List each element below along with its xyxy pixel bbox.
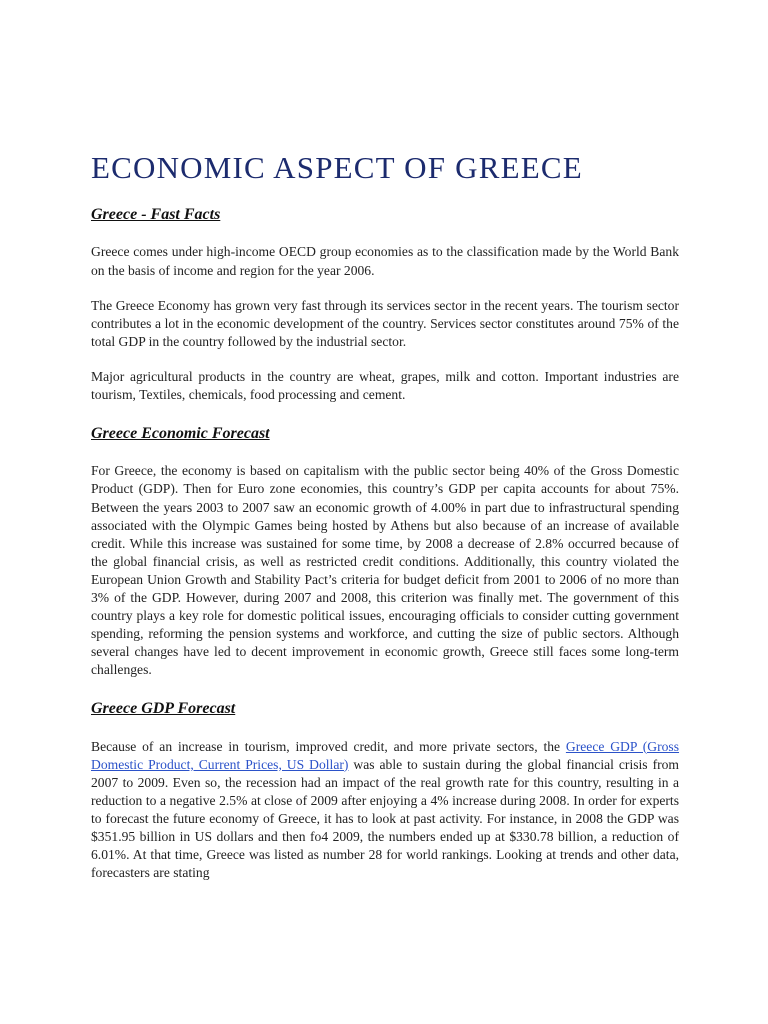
document-title: ECONOMIC ASPECT OF GREECE (91, 150, 583, 185)
paragraph-text-after-link: was able to sustain during the global financial crisis from 2007 to 2009. Even so, the recession had an impact of the real growth rate for this country, resulting in a reduction to a negative 2.5% at close of 2009 after enjoying a 4% increase during 2008. In order for experts to forecast the future economy of Greece, it has to look at past activity. For instance, in 2008 the GDP was $351.95 billion in US dollars and then fo4 2009, the numbers ended up at $330.78 billion, a reduction of 6.01%. At that time, Greece was listed as number 28 for world rankings. Looking at trends and other data, forecasters are stating (91, 756, 679, 881)
section-heading-economic-forecast: Greece Economic Forecast (91, 425, 270, 443)
section-fast-facts (91, 205, 679, 404)
section-economic-forecast (91, 424, 679, 679)
greece-gdp-link[interactable]: Greece GDP (Gross Domestic Product, Current Prices, US Dollar) (91, 738, 680, 772)
section-heading-gdp-forecast: Greece GDP Forecast (91, 700, 236, 718)
paragraph: For Greece, the economy is based on capitalism with the public sector being 40% of the Gross Domestic Product (GDP). Then for Euro zone economies, this country’s GDP per capita accounts for about 75%. Between the years 2003 to 2007 saw an economic growth of 4.00% in part due to infrastructural spending associated with the Olympic Games being hosted by Athens but also because of an increase of available credit. While this increase was sustained for some time, by 2008 a decrease of 2.8% occurred because of the global financial crisis, as well as restricted credit conditions. Additionally, this country violated the European Union Growth and Stability Pact’s criteria for budget deficit from 2001 to 2006 of no more than 3% of the GDP. However, during 2007 and 2008, this criterion was finally met. The government of this country plays a key role for domestic political issues, encouraging officials to consider cutting government spending, reforming the pension systems and workforce, and cutting the size of public sectors. Although several changes have led to decent improvement in economic growth, Greece still faces some long-term challenges. (91, 463, 679, 678)
section-gdp-forecast (91, 699, 679, 882)
paragraph: Major agricultural products in the country are wheat, grapes, milk and cotton. Important industries are tourism, Textiles, chemicals, food processing and cement. (91, 368, 679, 403)
paragraph: The Greece Economy has grown very fast through its services sector in the recent years. The tourism sector contributes a lot in the economic development of the country. Services sector constitutes around 75% of the total GDP in the country followed by the industrial sector. (91, 297, 679, 349)
paragraph: Greece comes under high-income OECD group economies as to the classification made by the World Bank on the basis of income and region for the year 2006. (91, 244, 679, 278)
paragraph-text-before-link: Because of an increase in tourism, improved credit, and more private sectors, the (91, 738, 566, 754)
section-heading-fast-facts: Greece - Fast Facts (91, 206, 221, 224)
paragraph-with-link (91, 738, 679, 883)
